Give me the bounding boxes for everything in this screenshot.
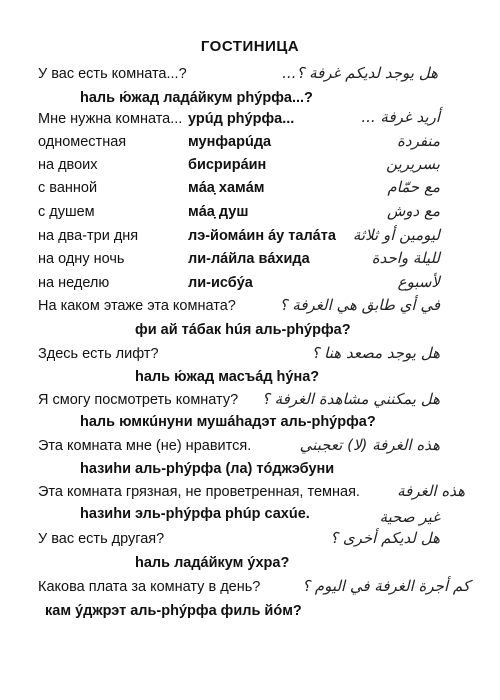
phrase-ru: У вас есть другая? [38,531,165,547]
phrase-ar: منفردة [397,132,440,150]
phrase-ru: У вас есть комната...? [38,66,187,82]
phrase-ru: на неделю [38,275,110,291]
phrase-ar: هذه الغرفة (لا) تعجبني [299,436,440,454]
phrase-ar: بسريرين [386,155,440,173]
phrase-translit: ли-исбýа [188,275,253,291]
phrase-ru: на два-три дня [38,228,139,244]
phrase-ru: одноместная [38,134,127,150]
phrase-translit: лэ-йомáин áу талáта [188,228,336,244]
phrase-translit: мунфарúда [188,134,272,150]
phrase-translit: hаль ладáйкум ýхра? [135,555,290,571]
phrase-translit: hазиhи аль-рhýрфа (ла) тóджэбуни [80,461,335,477]
phrase-translit: мáа̣ душ [188,204,249,220]
phrase-translit: hазиhи эль-рhýрфа рhúр сахúе. [80,506,310,522]
phrase-translit: мáа̣ хамáм [188,180,265,196]
phrase-translit: hаль ю́жад масъáд hýна? [135,369,320,385]
phrase-ar: مع حمّام [387,178,440,196]
phrase-ru: с душем [38,204,95,220]
phrase-ar: هل يمكنني مشاهدة الغرفة ؟ [261,390,440,408]
phrase-translit: hаль юмкúнуни мушáhадэт аль-рhýрфа? [80,414,376,430]
page-title: ГОСТИНИЦА [200,38,300,55]
phrase-ar: كم أجرة الغرفة في اليوم ؟ [302,577,470,595]
phrase-ru: на одну ночь [38,251,125,267]
phrase-ru: на двоих [38,157,98,173]
phrase-ar: هل يوجد لديكم غرفة ؟... [282,64,438,82]
phrase-translit: фи ай тáбак húя аль-рhýрфа? [135,322,351,338]
phrase-ar: هذه الغرفة [397,482,465,500]
phrase-ru: с ванной [38,180,98,196]
phrase-ar: لأسبوع [397,273,440,291]
phrase-translit: урúд рhýрфа... [188,111,295,127]
phrase-translit: hаль ю́жад ладáйкум рhýрфа...? [80,90,313,106]
phrase-ar: هل لديكم أخرى ؟ [330,529,440,547]
phrase-ar: مع دوش [386,202,440,220]
phrase-ar: أريد غرفة ... [361,108,440,126]
phrase-translit: кам ýджрэт аль-рhýрфа филь йóм? [45,603,302,619]
phrase-translit: ли-лáйла вáхида [188,251,310,267]
phrase-ar: لليلة واحدة [371,249,440,267]
phrase-ar: غير صحية [379,508,440,526]
phrase-ru: Мне нужна комната... [38,111,183,127]
phrase-translit: бисрирáин [188,157,267,173]
phrase-ru: Я смогу посмотреть комнату? [38,392,239,408]
phrase-ru: На каком этаже эта комната? [38,298,236,314]
phrase-ru: Эта комната грязная, не проветренная, темная. [38,484,360,500]
phrase-ar: هل يوجد مصعد هنا ؟ [311,344,440,362]
phrase-ru: Эта комната мне (не) нравится. [38,438,252,454]
phrase-ar: في أي طابق هي الغرفة ؟ [279,296,440,314]
phrase-ru: Здесь есть лифт? [38,346,159,362]
phrase-ar: ليومين أو ثلاثة [352,226,440,244]
phrase-ru: Какова плата за комнату в день? [38,579,261,595]
